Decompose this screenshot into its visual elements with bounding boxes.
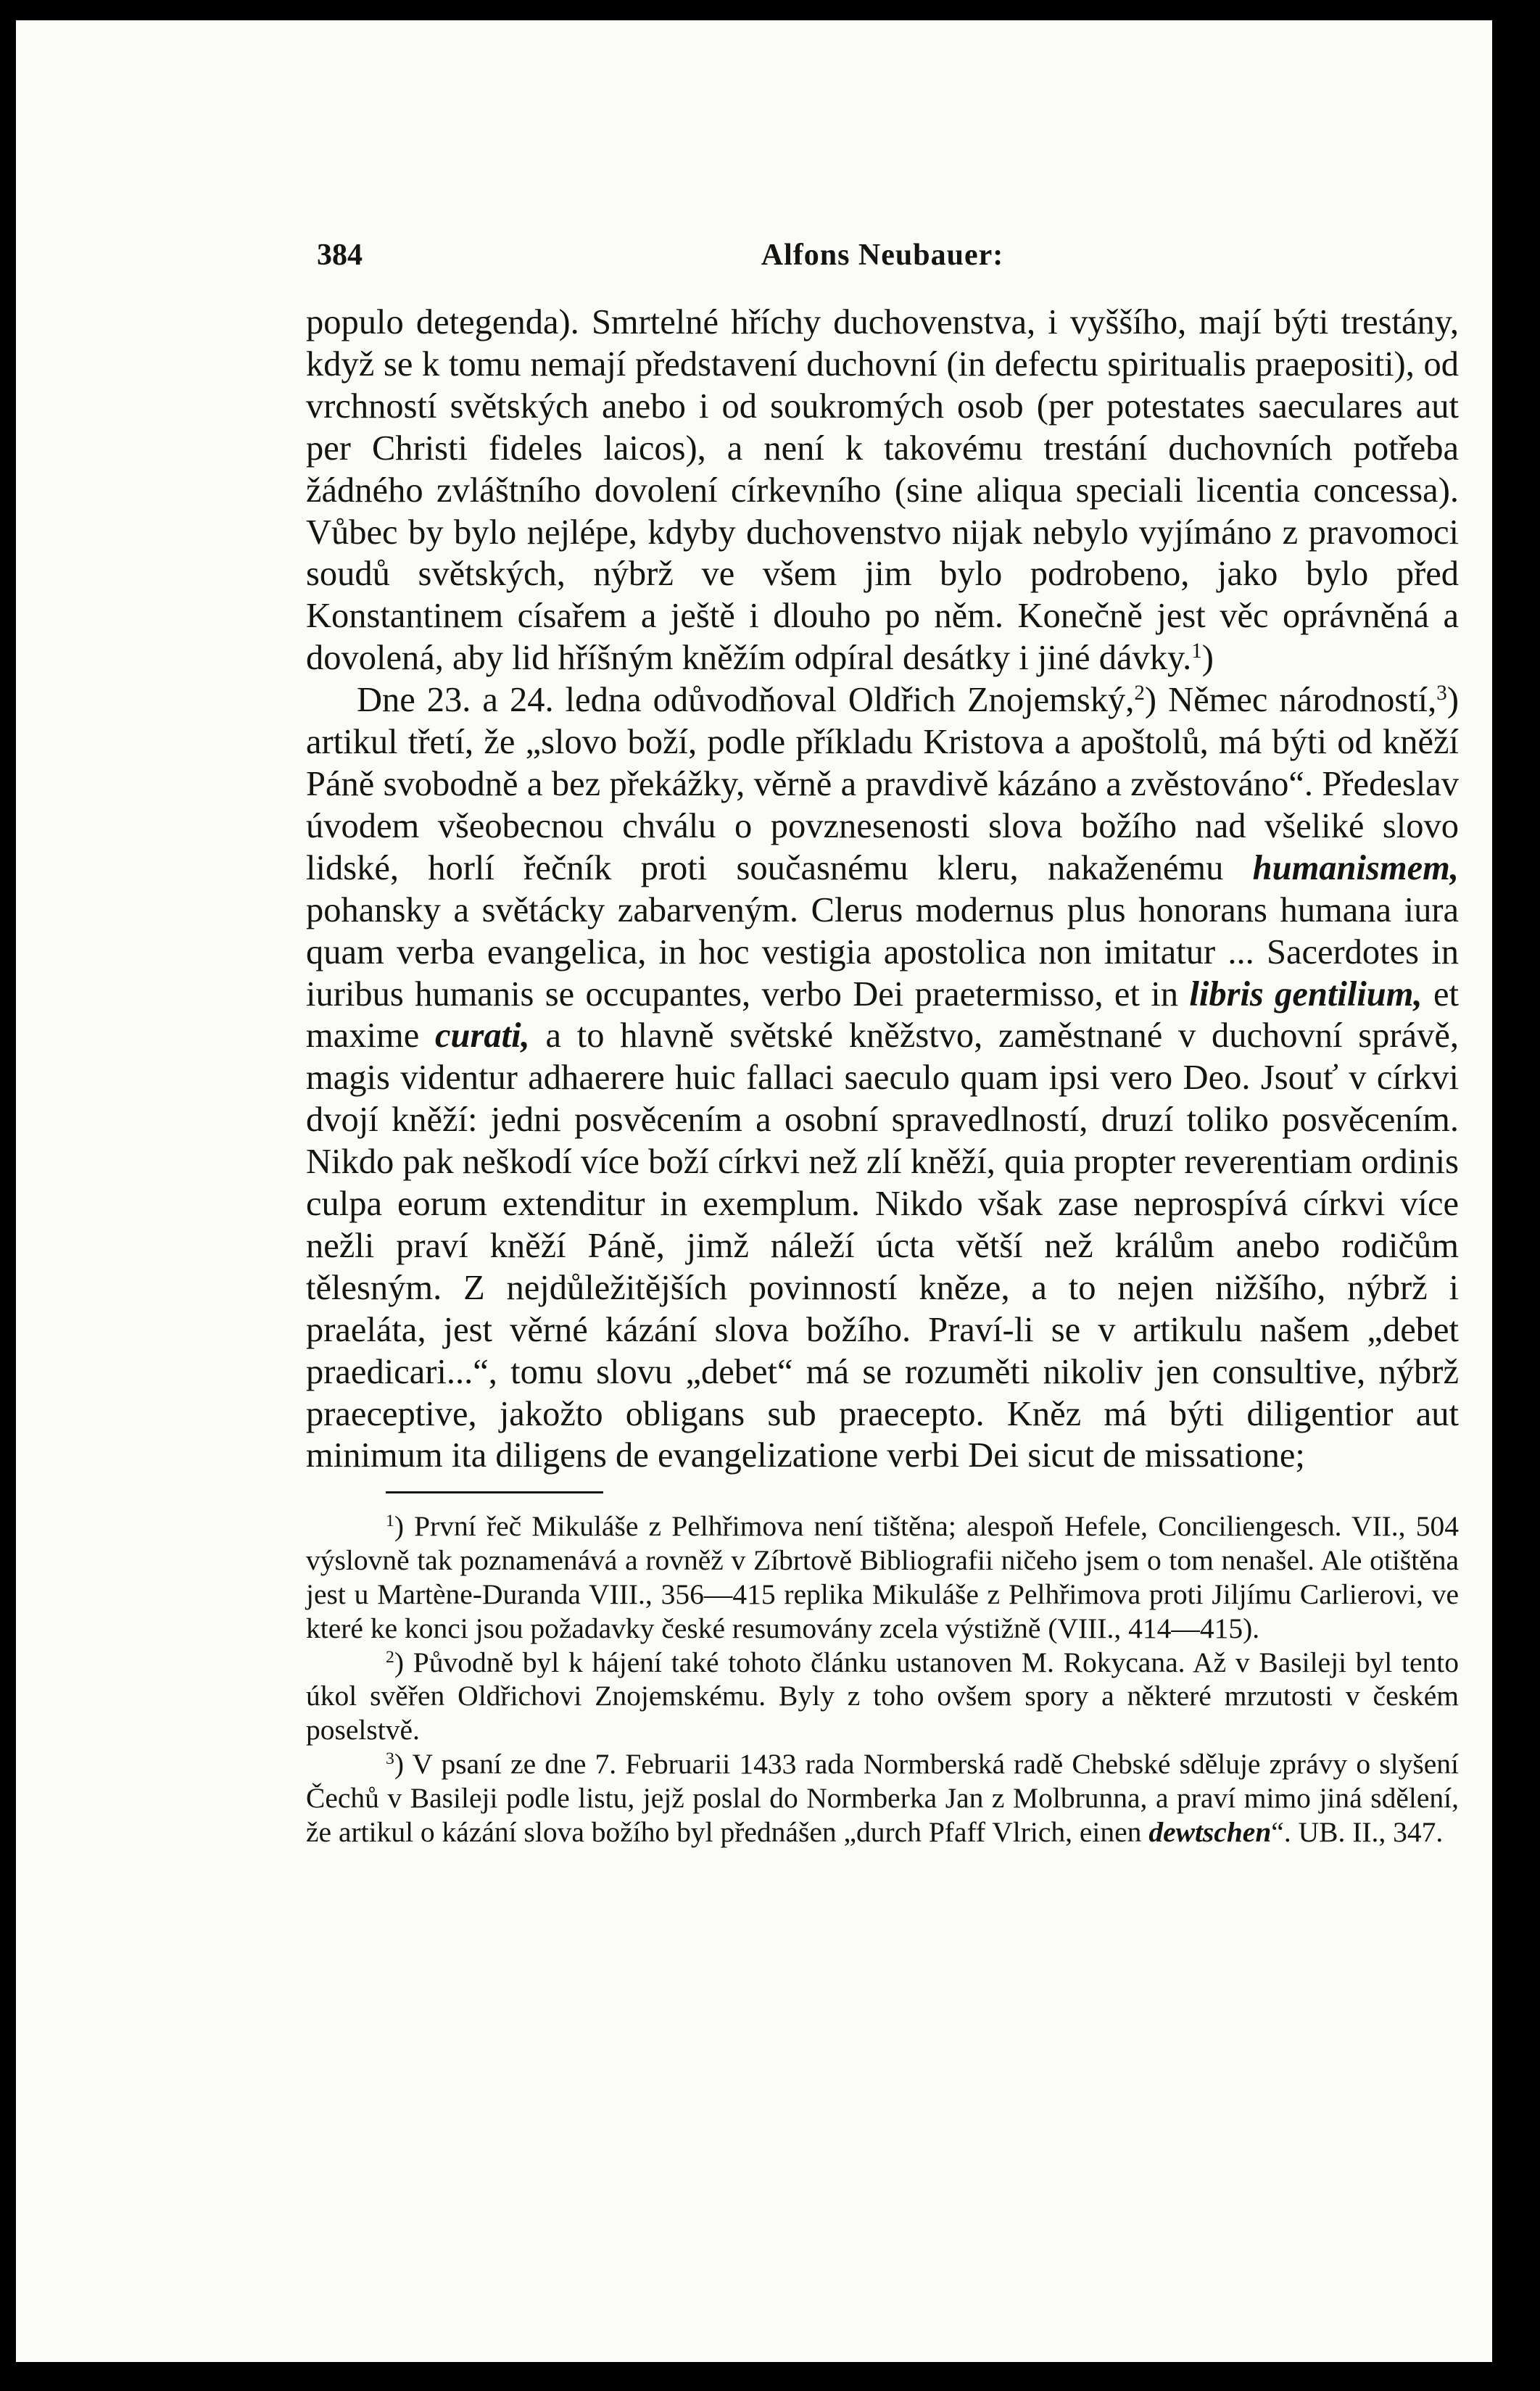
- footnote-1-number: 1: [386, 1512, 394, 1531]
- page-sheet: [16, 20, 1492, 2362]
- paragraph-2-text-1: Dne 23. a 24. ledna odůvodňoval Oldřich Znojemský,: [357, 681, 1135, 720]
- body-text: [306, 302, 1459, 1477]
- paragraph-2-text-3: ) artikul třetí, že „slovo boží, podle příkladu Kristova a apoštolů, má býti od kněží Páně svobodně a bez překážky, věrně a pravdivě kázáno a zvěstováno“. Předeslav úvodem všeobecnou chválu o povznesenosti slova božího nad všeliké slovo lidské, horlí řečník proti současnému kleru, nakaženému: [306, 681, 1459, 887]
- paragraph-2-text-2: ) Němec národností,: [1144, 681, 1437, 720]
- italic-dewtschen: dewtschen: [1148, 1815, 1272, 1848]
- paragraph-2-text-5: et maxime: [306, 974, 1459, 1056]
- footnote-divider: [386, 1491, 603, 1493]
- footnote-2-number: 2: [386, 1647, 394, 1667]
- footnote-3-text-a: ) V psaní ze dne 7. Februarii 1433 rada Normberská radě Chebské sděluje zprávy o slyšení Čechů v Basileji podle listu, jejž poslal do Normberka Jan z Molbrunna, a praví mimo jiná sdělení, že artikul o kázání slova božího byl přednášen „durch Pfaff Vlrich, einen: [306, 1747, 1459, 1848]
- paragraph-1-text: populo detegenda). Smrtelné hříchy duchovenstva, i vyššího, mají býti trestány, když se k tomu nemají představení duchovní (in defectu spiritualis praepositi), od vrchností světských anebo i od soukromých osob (per potestates saeculares aut per Christi fideles laicos), a není k takovému trestání duchovních potřeba žádného zvláštního dovolení církevního (sine aliqua speciali licentia concessa). Vůbec by bylo nejlépe, kdyby duchovenstvo nijak nebylo vyjímáno z pravomoci soudů světských, nýbrž ve všem jim bylo podrobeno, jako bylo před Konstantinem císařem a ještě i dlouho po něm. Konečně jest věc oprávněná a dovolená, aby lid hříšným kněžím odpíral desátky i jiné dávky.: [306, 303, 1459, 678]
- footnote-1-text: ) První řeč Mikuláše z Pelhřimova není tištěna; alespoň Hefele, Conciliengesch. VII., 504 výslovně tak poznamenává a rovněž v Zíbrtově Bibliografii ničeho jsem o tom nenašel. Ale otištěna jest u Martène-Duranda VIII., 356—415 replika Mikuláše z Pelhřimova proti Jiljímu Carlierovi, ve které ke konci jsou požadavky české resumovány zcela výstižně (VIII., 414—415).: [306, 1510, 1459, 1644]
- footnote-2: [306, 1646, 1459, 1747]
- italic-curati: curati,: [434, 1016, 530, 1056]
- footnote-2-text: ) Původně byl k hájení také tohoto článku ustanoven M. Rokycana. Až v Basileji byl tento úkol svěřen Oldřichovi Znojemskému. Byly z toho ovšem spory a některé mrzutosti v českém poselstvě.: [306, 1646, 1459, 1746]
- paragraph-2-text-4: pohansky a světácky zabarveným. Clerus modernus plus honorans humana iura quam verba evangelica, in hoc vestigia apostolica non imitatur ... Sacerdotes in iuribus humanis se occupantes, verbo Dei praetermisso, et in: [306, 890, 1459, 1014]
- footnote-3-number: 3: [386, 1749, 394, 1768]
- footnotes: [306, 1509, 1459, 1849]
- italic-humanismem: humanismem,: [1252, 848, 1459, 887]
- footnote-1: [306, 1509, 1459, 1645]
- running-title: Alfons Neubauer:: [761, 239, 1004, 272]
- footnote-ref-1: 1: [1191, 639, 1202, 663]
- footnote-3: [306, 1747, 1459, 1849]
- book-page: [306, 238, 1459, 1849]
- footnote-ref-2: 2: [1134, 681, 1145, 705]
- footnote-ref-3: 3: [1436, 681, 1447, 705]
- paragraph-2: [306, 679, 1459, 1477]
- paragraph-1: populo detegenda). Smrtelné hříchy duchovenstva, i vyššího, mají býti trestány, když se k tomu nemají představení duchovní (in defectu spiritualis praepositi), od vrchností světských anebo i od soukromých osob (per potestates saeculares aut per Christi fideles laicos), a není k takovému trestání duchovních potřeba žádného zvláštního dovolení církevního (sine aliqua speciali licentia concessa). Vůbec by bylo nejlépe, kdyby duchovenstvo nijak nebylo vyjímáno z pravomoci soudů světských, nýbrž ve všem jim bylo podrobeno, jako bylo před Konstantinem císařem a ještě i dlouho po něm. Konečně jest věc oprávněná a dovolená, aby lid hříšným kněžím odpíral desátky i jiné dávky.$^1$): [306, 303, 1459, 678]
- page-number: 384: [317, 239, 363, 272]
- footnote-3-text-b: “. UB. II., 347.: [1271, 1815, 1444, 1848]
- paragraph-2-text-6: a to hlavně světské kněžstvo, zaměstnané v duchovní správě, magis videntur adhaerere huic fallaci saeculo quam ipsi vero Deo. Jsouť v církvi dvojí kněží: jedni posvěcením a osobní spravedlností, druzí toliko posvěcením. Nikdo pak neškodí více boží církvi než zlí kněží, quia propter reverentiam ordinis culpa eorum extenditur in exemplum. Nikdo však zase neprospívá církvi více nežli praví kněží Páně, jimž náleží úcta větší než králům anebo rodičům tělesným. Z nejdůležitějších povinností kněze, a to nejen nižšího, nýbrž i praeláta, jest věrné kázání slova božího. Praví-li se v artikulu našem „debet praedicari...“, tomu slovu „debet“ má se rozuměti nikoliv jen consultive, nýbrž praeceptive, jakožto obligans sub praecepto. Kněz má býti diligentior aut minimum ita diligens de evangelizatione verbi Dei sicut de missatione;: [306, 1016, 1459, 1475]
- italic-libris-gentilium: libris gentilium,: [1189, 974, 1423, 1014]
- page-header: [306, 238, 1459, 281]
